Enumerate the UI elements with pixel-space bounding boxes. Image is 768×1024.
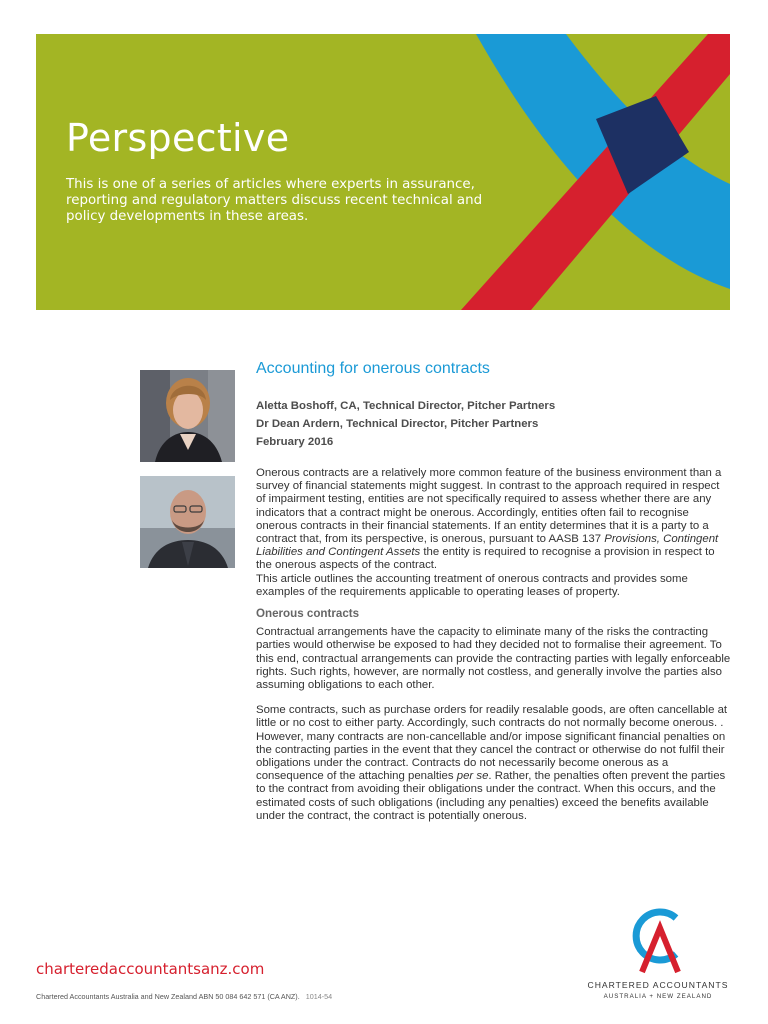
banner-title: Perspective — [66, 116, 290, 160]
intro-paragraph-2: This article outlines the accounting treatment of onerous contracts and provides some examples of the requirements applicable to operating leases of property. — [256, 572, 688, 598]
website-link[interactable]: charteredaccountantsanz.com — [36, 960, 265, 978]
author-line: Dr Dean Ardern, Technical Director, Pitcher Partners — [256, 418, 539, 430]
body-paragraph: Contractual arrangements have the capacity to eliminate many of the risks the contracting parties would otherwise be exposed to had they decided not to formalise their agreement. To this end, contractual arrangements can provide the contracting parties with legally enforceable rights. Such rights, however, are normally not costless, and generally involve the parties also assuming obligations to each other. — [256, 626, 731, 692]
author-photo-dean — [140, 476, 235, 568]
ca-logo-icon — [626, 904, 690, 974]
author-photo-aletta — [140, 370, 235, 462]
body-paragraph: Some contracts, such as purchase orders for readily resalable goods, are often cancellable at little or no cost to either party. Accordingly, such contracts do not normally become onerous. . However, many contracts are non-cancellable and/or impose significant financial penalties on the contracting parties in the event that they cancel the contract or otherwise do not fulfil their obligations under the contract. Contracts do not necessarily become onerous as a consequence of the attaching penalties per se. Rather, the penalties often prevent the parties to the contract from avoiding their obligations under the contract. When this occurs, and the estimated costs of such obligations (including any penalties) exceed the benefits available under the contract, the contract is potentially onerous. — [256, 704, 728, 822]
section-heading: Onerous contracts — [256, 607, 360, 621]
banner-ribbon-graphic — [36, 34, 730, 310]
author-line: Aletta Boshoff, CA, Technical Director, Pitcher Partners — [256, 400, 556, 412]
logo-region: AUSTRALIA + NEW ZEALAND — [603, 993, 713, 1000]
intro-paragraph: Onerous contracts are a relatively more common feature of the business environment than a survey of financial statements might suggest. In contrast to the approach required in respect of impairment testing, entities are not specifically required to assess whether there are any indicators that a contract might be onerous. Accordingly, entities often fail to recognise onerous contracts in their financial statements. If an entity determines that it is a party to a contract that, from its perspective, is onerous, pursuant to AASB 137 Provisions, Contingent Liabilities and Contingent Assets the entity is required to recognise a provision in respect to the onerous aspects of the contract. — [256, 467, 722, 572]
article-title: Accounting for onerous contracts — [256, 360, 490, 377]
article — [256, 358, 732, 823]
logo-name: CHARTERED ACCOUNTANTS — [587, 980, 729, 990]
byline — [256, 397, 732, 451]
ca-anz-logo — [582, 904, 734, 1004]
perspective-banner — [36, 34, 730, 310]
banner-subtitle: This is one of a series of articles where experts in assurance, reporting and regulatory matters discuss recent technical and policy developments in these areas. — [66, 177, 483, 224]
article-date: February 2016 — [256, 436, 334, 448]
legal-notice: Chartered Accountants Australia and New Zealand ABN 50 084 642 571 (CA ANZ). 1014-54 — [36, 992, 333, 1001]
